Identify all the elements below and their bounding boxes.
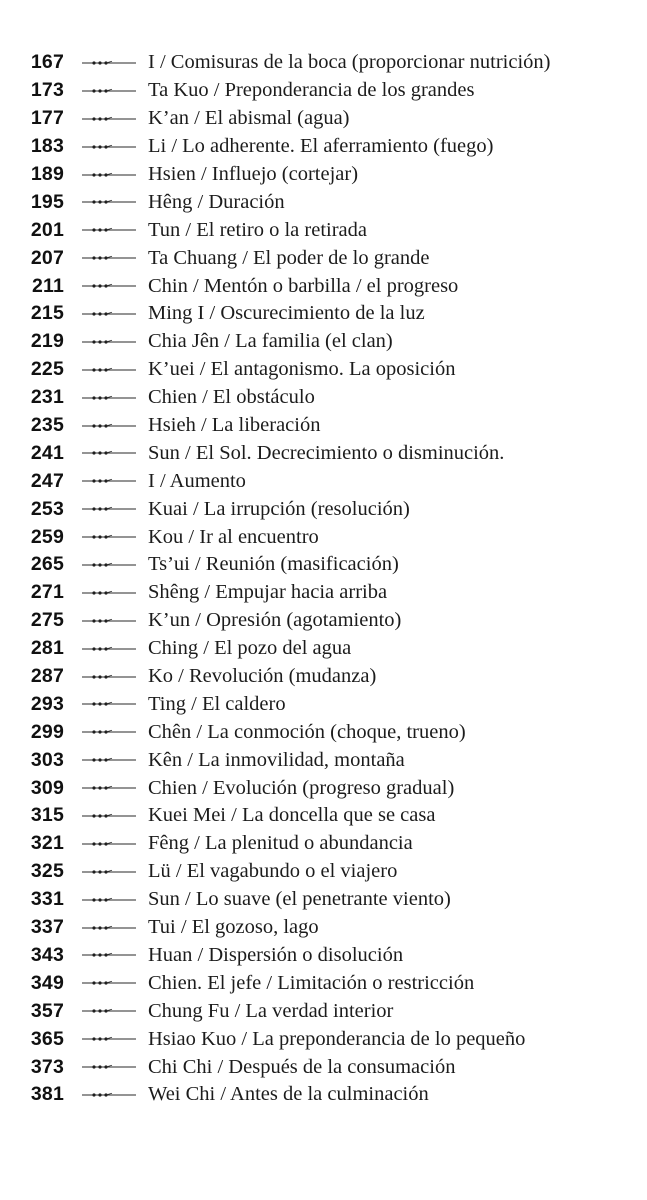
- toc-entry: [0, 690, 647, 718]
- toc-entry: [0, 635, 647, 663]
- toc-entry: [0, 49, 647, 77]
- entry-title: Huan / Dispersión o disolución: [148, 943, 404, 966]
- dotted-leader-icon: [82, 867, 136, 877]
- dotted-leader-icon: [82, 337, 136, 347]
- toc-entry: [0, 663, 647, 691]
- toc-entry: [0, 105, 647, 133]
- page-number: 287: [30, 665, 64, 688]
- dotted-leader-icon: [82, 950, 136, 960]
- dotted-leader-icon: [82, 1090, 136, 1100]
- toc-entry: [0, 802, 647, 830]
- table-of-contents: [0, 49, 647, 1109]
- entry-title: Ting / El caldero: [148, 692, 286, 715]
- dotted-leader-icon: [82, 309, 136, 319]
- entry-title: Chia Jên / La familia (el clan): [148, 330, 393, 353]
- entry-title: Kuei Mei / La doncella que se casa: [148, 804, 436, 827]
- dotted-leader-icon: [82, 727, 136, 737]
- toc-entry: [0, 161, 647, 189]
- entry-title: Lü / El vagabundo o el viajero: [148, 860, 398, 883]
- dotted-leader-icon: [82, 253, 136, 263]
- page-number: 315: [30, 804, 64, 827]
- page-number: 177: [30, 107, 64, 130]
- dotted-leader-icon: [82, 504, 136, 514]
- page-number: 219: [30, 330, 64, 353]
- page-number: 231: [30, 386, 64, 409]
- entry-title: Kuai / La irrupción (resolución): [148, 497, 410, 520]
- page-number: 207: [30, 246, 64, 269]
- toc-entry: [0, 356, 647, 384]
- toc-entry: [0, 746, 647, 774]
- page-number: 309: [30, 776, 64, 799]
- entry-title: Chung Fu / La verdad interior: [148, 999, 394, 1022]
- dotted-leader-icon: [82, 448, 136, 458]
- toc-entry: [0, 328, 647, 356]
- page-number: 183: [30, 135, 64, 158]
- dotted-leader-icon: [82, 811, 136, 821]
- entry-title: Sun / El Sol. Decrecimiento o disminución.: [148, 441, 505, 464]
- entry-title: Fêng / La plenitud o abundancia: [148, 832, 413, 855]
- toc-entry: [0, 1081, 647, 1109]
- page-number: 173: [30, 79, 64, 102]
- dotted-leader-icon: [82, 560, 136, 570]
- toc-entry: [0, 1025, 647, 1053]
- page-number: 373: [30, 1055, 64, 1078]
- entry-title: Ts’ui / Reunión (masificación): [148, 553, 399, 576]
- page-number: 247: [30, 469, 64, 492]
- dotted-leader-icon: [82, 616, 136, 626]
- dotted-leader-icon: [82, 588, 136, 598]
- page-number: 167: [30, 51, 64, 74]
- entry-title: I / Aumento: [148, 469, 246, 492]
- entry-title: K’un / Opresión (agotamiento): [148, 609, 402, 632]
- page-number: 321: [30, 832, 64, 855]
- toc-entry: [0, 77, 647, 105]
- toc-entry: [0, 384, 647, 412]
- page-number: 299: [30, 720, 64, 743]
- toc-entry: [0, 244, 647, 272]
- toc-entry: [0, 133, 647, 161]
- page-number: 271: [30, 581, 64, 604]
- dotted-leader-icon: [82, 393, 136, 403]
- toc-entry: [0, 718, 647, 746]
- entry-title: Hêng / Duración: [148, 190, 285, 213]
- entry-title: Kên / La inmovilidad, montaña: [148, 748, 405, 771]
- dotted-leader-icon: [82, 225, 136, 235]
- dotted-leader-icon: [82, 672, 136, 682]
- page-number: 215: [30, 302, 64, 325]
- page-number: 343: [30, 943, 64, 966]
- toc-entry: [0, 886, 647, 914]
- page-number: 365: [30, 1027, 64, 1050]
- dotted-leader-icon: [82, 755, 136, 765]
- toc-entry: [0, 551, 647, 579]
- page-number: 357: [30, 999, 64, 1022]
- entry-title: Sun / Lo suave (el penetrante viento): [148, 888, 451, 911]
- entry-title: Hsieh / La liberación: [148, 414, 321, 437]
- dotted-leader-icon: [82, 839, 136, 849]
- entry-title: Chien. El jefe / Limitación o restricción: [148, 971, 475, 994]
- page-number: 337: [30, 916, 64, 939]
- page-number: 293: [30, 692, 64, 715]
- dotted-leader-icon: [82, 365, 136, 375]
- entry-title: Ching / El pozo del agua: [148, 637, 352, 660]
- toc-entry: [0, 495, 647, 523]
- page-number: 265: [30, 553, 64, 576]
- toc-entry: [0, 272, 647, 300]
- page-number: 211: [31, 274, 64, 297]
- entry-title: Chien / Evolución (progreso gradual): [148, 776, 455, 799]
- dotted-leader-icon: [82, 783, 136, 793]
- toc-entry: [0, 216, 647, 244]
- entry-title: Ming I / Oscurecimiento de la luz: [148, 302, 425, 325]
- dotted-leader-icon: [82, 644, 136, 654]
- entry-title: Kou / Ir al encuentro: [148, 525, 319, 548]
- page-number: 259: [30, 525, 64, 548]
- dotted-leader-icon: [82, 197, 136, 207]
- toc-entry: [0, 1053, 647, 1081]
- dotted-leader-icon: [82, 895, 136, 905]
- toc-entry: [0, 858, 647, 886]
- page-number: 235: [30, 414, 64, 437]
- page-number: 303: [30, 748, 64, 771]
- entry-title: Hsien / Influejo (cortejar): [148, 163, 359, 185]
- entry-title: Shêng / Empujar hacia arriba: [148, 581, 388, 604]
- toc-entry: [0, 914, 647, 942]
- entry-title: K’uei / El antagonismo. La oposición: [148, 358, 456, 381]
- entry-title: Hsiao Kuo / La preponderancia de lo pequeño: [148, 1027, 526, 1050]
- entry-title: K’an / El abismal (agua): [148, 107, 350, 130]
- entry-title: Chi Chi / Después de la consumación: [148, 1055, 456, 1078]
- entry-title: Ta Kuo / Preponderancia de los grandes: [148, 79, 475, 102]
- toc-entry: [0, 439, 647, 467]
- page-number: 241: [30, 441, 64, 464]
- toc-entry: [0, 188, 647, 216]
- entry-title: Chien / El obstáculo: [148, 386, 315, 409]
- entry-title: Ko / Revolución (mudanza): [148, 665, 377, 688]
- page-number: 195: [30, 190, 64, 213]
- dotted-leader-icon: [82, 86, 136, 96]
- page-number: 225: [30, 358, 64, 381]
- dotted-leader-icon: [82, 1034, 136, 1044]
- dotted-leader-icon: [82, 421, 136, 431]
- entry-title: Tun / El retiro o la retirada: [148, 218, 367, 241]
- dotted-leader-icon: [82, 476, 136, 486]
- dotted-leader-icon: [82, 923, 136, 933]
- dotted-leader-icon: [82, 142, 136, 152]
- page-number: 189: [30, 163, 64, 185]
- page-number: 325: [30, 860, 64, 883]
- dotted-leader-icon: [82, 281, 136, 291]
- dotted-leader-icon: [82, 532, 136, 542]
- dotted-leader-icon: [82, 699, 136, 709]
- toc-entry: [0, 579, 647, 607]
- page-number: 281: [30, 637, 64, 660]
- dotted-leader-icon: [82, 170, 136, 180]
- page-number: 331: [30, 888, 64, 911]
- entry-title: Chên / La conmoción (choque, trueno): [148, 720, 466, 743]
- toc-entry: [0, 523, 647, 551]
- entry-title: I / Comisuras de la boca (proporcionar nutrición): [148, 51, 551, 74]
- toc-entry: [0, 300, 647, 328]
- page-number: 275: [30, 609, 64, 632]
- toc-entry: [0, 607, 647, 635]
- toc-entry: [0, 774, 647, 802]
- entry-title: Li / Lo adherente. El aferramiento (fuego): [148, 135, 494, 158]
- dotted-leader-icon: [82, 1062, 136, 1072]
- entry-title: Wei Chi / Antes de la culminación: [148, 1083, 429, 1106]
- page-number: 253: [30, 497, 64, 520]
- toc-entry: [0, 830, 647, 858]
- dotted-leader-icon: [82, 1006, 136, 1016]
- page-number: 349: [30, 971, 64, 994]
- toc-entry: [0, 412, 647, 440]
- dotted-leader-icon: [82, 978, 136, 988]
- page-number: 201: [30, 218, 64, 241]
- entry-title: Ta Chuang / El poder de lo grande: [148, 246, 430, 269]
- page-number: 381: [30, 1083, 64, 1106]
- toc-entry: [0, 997, 647, 1025]
- toc-entry: [0, 467, 647, 495]
- dotted-leader-icon: [82, 114, 136, 124]
- entry-title: Tui / El gozoso, lago: [148, 916, 319, 939]
- toc-entry: [0, 969, 647, 997]
- toc-entry: [0, 942, 647, 970]
- entry-title: Chin / Mentón o barbilla / el progreso: [148, 274, 459, 297]
- dotted-leader-icon: [82, 58, 136, 68]
